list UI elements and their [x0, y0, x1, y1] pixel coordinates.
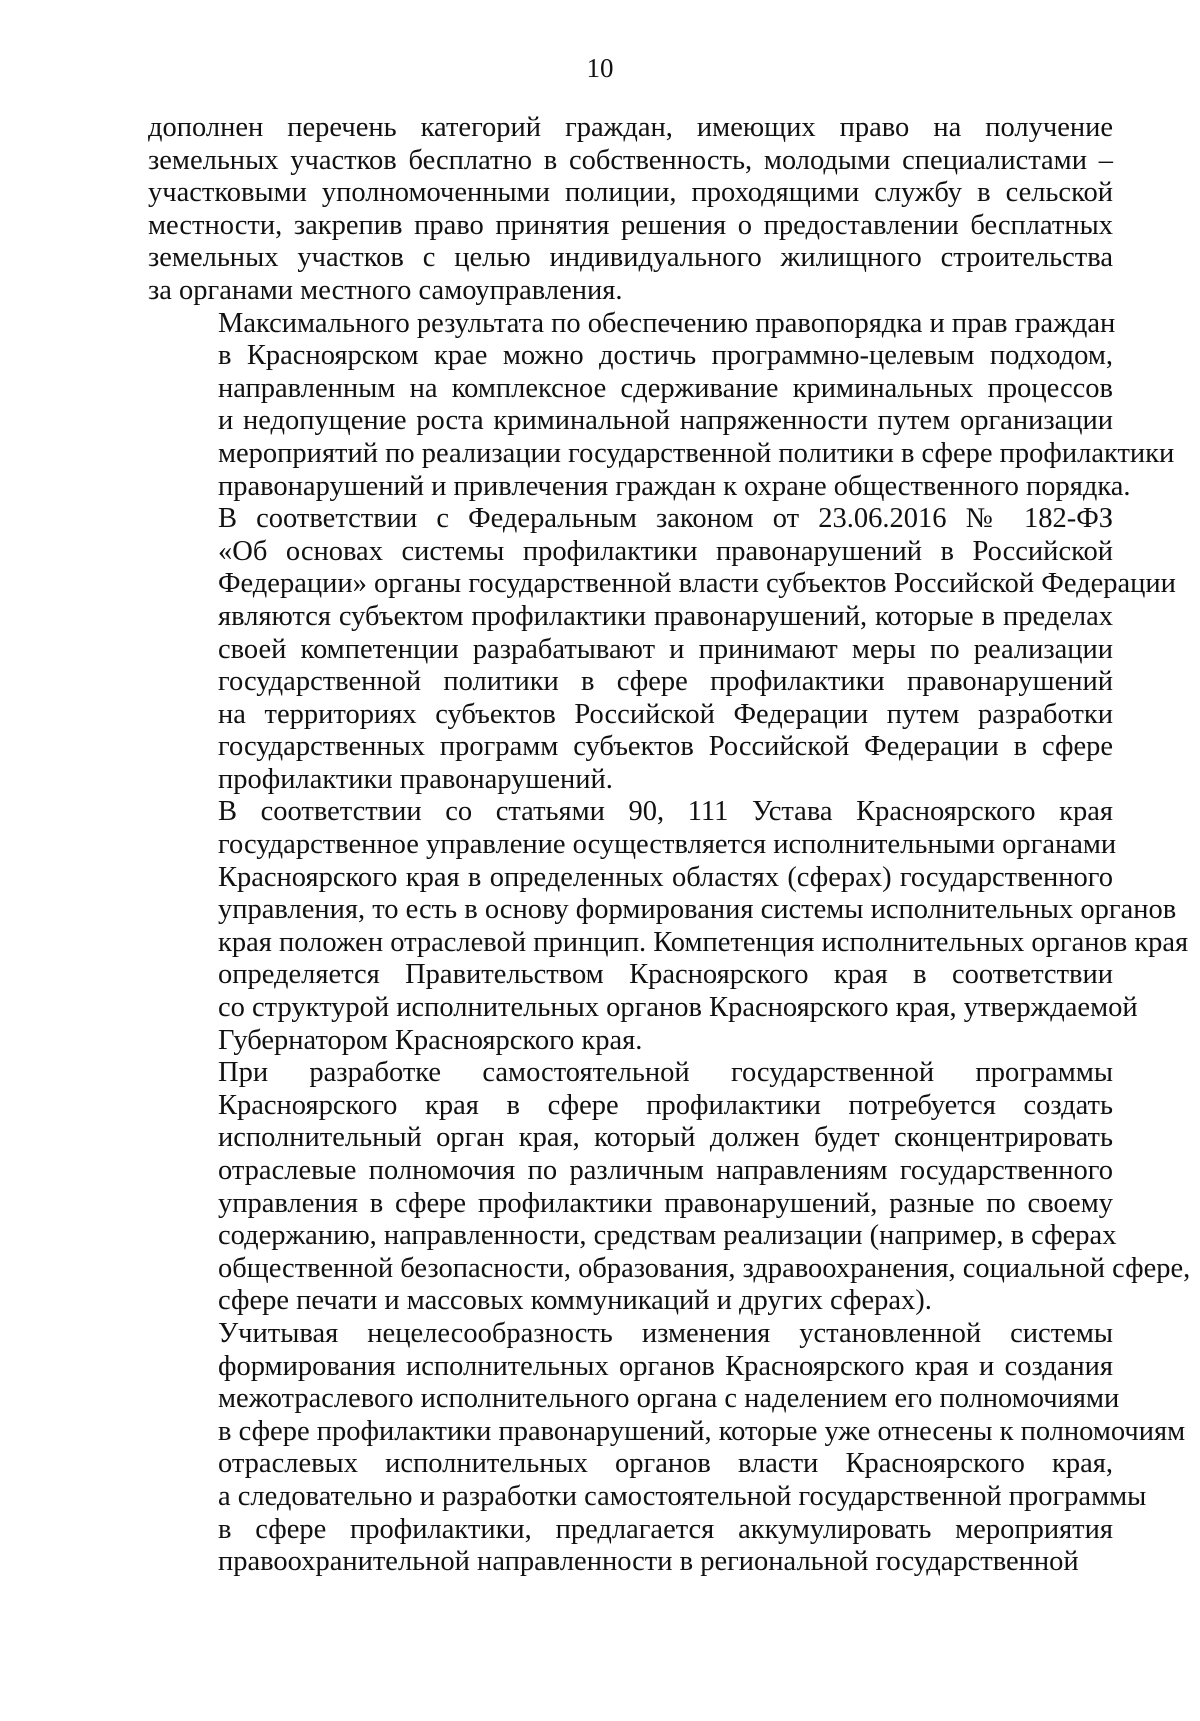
text-line: При разработке самостоятельной государственной программы [218, 1057, 1113, 1089]
text-line: В соответствии со статьями 90, 111 Устава Красноярского края [218, 796, 1113, 828]
text-line: сфере печати и массовых коммуникаций и других сферах). [218, 1285, 932, 1317]
text-line: управления в сфере профилактики правонарушений, разные по своему [218, 1187, 1113, 1219]
text-line: отраслевые полномочия по различным направлениям государственного [218, 1155, 1113, 1186]
text-line: Учитывая нецелесообразность изменения установленной системы [218, 1317, 1113, 1349]
text-line: а следовательно и разработки самостоятельной государственной программы [218, 1480, 1147, 1512]
text-line: государственных программ субъектов Российской Федерации в сфере [218, 731, 1113, 763]
text-line: общественной безопасности, образования, здравоохранения, социальной сфере, [218, 1252, 1191, 1284]
text-line: Губернатором Красноярского края. [218, 1024, 643, 1056]
text-line: исполнительный орган края, который должен будет сконцентрировать [218, 1122, 1113, 1154]
text-line: со структурой исполнительных органов Красноярского края, утверждаемой [218, 992, 1138, 1024]
text-line: Федерации» органы государственной власти субъектов Российской Федерации [218, 568, 1176, 600]
paragraph [148, 796, 1189, 1057]
text-line: управления, то есть в основу формирования системы исполнительных органов [218, 894, 1177, 926]
text-line: Красноярского края в определенных областях (сферах) государственного [218, 861, 1113, 893]
paragraph [148, 112, 1113, 308]
text-line: за органами местного самоуправления. [148, 274, 623, 306]
text-line: содержанию, направленности, средствам реализации (например, в сферах [218, 1220, 1117, 1252]
text-line: государственной политики в сфере профилактики правонарушений [218, 666, 1113, 698]
text-line: направленным на комплексное сдерживание криминальных процессов [218, 372, 1113, 404]
text-line: «Об основах системы профилактики правонарушений в Российской [218, 535, 1113, 567]
text-line: в сфере профилактики, предлагается аккумулировать мероприятия [218, 1513, 1113, 1545]
text-line: формирования исполнительных органов Красноярского края и создания [218, 1350, 1113, 1382]
text-line: правоохранительной направленности в региональной государственной [218, 1546, 1079, 1578]
text-line: профилактики правонарушений. [218, 763, 613, 795]
paragraph [148, 503, 1176, 796]
text-line: земельных участков бесплатно в собственность, молодыми специалистами – [148, 144, 1113, 176]
text-line: Красноярского края в сфере профилактики потребуется создать [218, 1089, 1113, 1121]
paragraph [148, 307, 1175, 504]
paragraph [148, 1057, 1191, 1318]
text-line: В соответствии с Федеральным законом от 23.06.2016 № 182-ФЗ [218, 503, 1113, 535]
text-line: своей компетенции разрабатывают и принимают меры по реализации [218, 633, 1113, 665]
page-number: 10 [586, 53, 614, 83]
text-line: на территориях субъектов Российской Федерации путем разработки [218, 698, 1113, 730]
text-line: края положен отраслевой принцип. Компетенция исполнительных органов края [218, 926, 1189, 958]
text-line: межотраслевого исполнительного органа с наделением его полномочиями [218, 1383, 1120, 1415]
text-line: и недопущение роста криминальной напряженности путем организации [218, 405, 1113, 437]
text-line: дополнен перечень категорий граждан, имеющих право на получение [148, 112, 1113, 143]
paragraph [148, 1317, 1186, 1579]
text-line: местности, закрепив право принятия решения о предоставлении бесплатных [148, 209, 1113, 241]
text-line: правонарушений и привлечения граждан к охране общественного порядка. [218, 470, 1131, 502]
text-line: мероприятий по реализации государственной политики в сфере профилактики [218, 437, 1175, 469]
text-line: участковыми уполномоченными полиции, проходящими службу в сельской [148, 177, 1113, 209]
text-line: государственное управление осуществляется исполнительными органами [218, 829, 1117, 861]
text-line: в Красноярском крае можно достичь программно-целевым подходом, [218, 340, 1113, 372]
text-line: Максимального результата по обеспечению правопорядка и прав граждан [218, 307, 1116, 339]
text-line: являются субъектом профилактики правонарушений, которые в пределах [218, 600, 1113, 632]
text-line: в сфере профилактики правонарушений, которые уже отнесены к полномочиям [218, 1415, 1186, 1447]
document-body [148, 112, 1191, 1579]
text-line: отраслевых исполнительных органов власти Красноярского края, [218, 1448, 1113, 1480]
text-line: определяется Правительством Красноярского края в соответствии [218, 959, 1113, 991]
text-line: земельных участков с целью индивидуального жилищного строительства [148, 242, 1113, 274]
